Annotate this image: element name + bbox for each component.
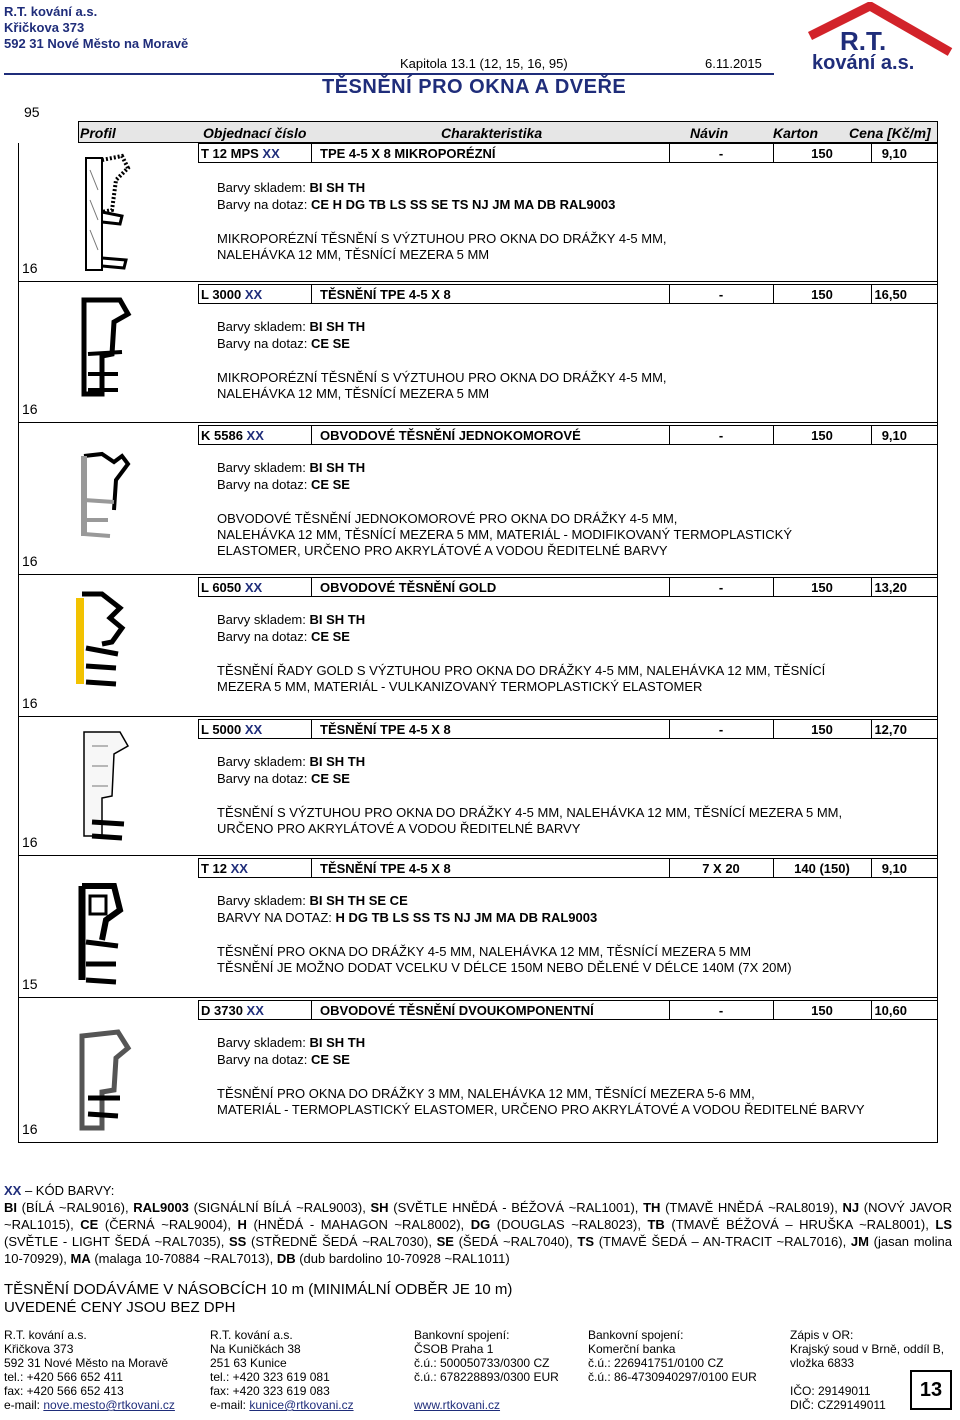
legend-desc: (ŠEDÁ ~RAL7040),: [453, 1234, 578, 1249]
company-logo: [800, 2, 955, 72]
legend-code: DB: [276, 1251, 296, 1266]
description-line: URČENO PRO AKRYLÁTOVÉ A VODOU ŘEDITELNÉ BARVY: [217, 821, 581, 836]
row-code: 16: [22, 260, 38, 276]
description-line: MEZERA 5 MM, MATERIÁL - VULKANIZOVANÝ TERMOPLASTICKÝ ELASTOMER: [217, 679, 703, 694]
footer-text: e-mail:: [210, 1398, 250, 1412]
legend-code: SH: [370, 1200, 389, 1215]
legend-code: RAL9003: [133, 1200, 189, 1215]
page-number: 13: [910, 1370, 952, 1410]
cell-divider: [871, 144, 872, 162]
product-name: TĚSNĚNÍ TPE 4-5 X 8: [320, 722, 451, 737]
footer-dic: DIČ: CZ29149011: [790, 1398, 886, 1412]
description-line: MIKROPORÉZNÍ TĚSNĚNÍ S VÝZTUHOU PRO OKNA DO DRÁŽKY 4-5 MM,: [217, 370, 667, 385]
product-description: [217, 231, 667, 263]
legend-code: CE: [80, 1217, 99, 1232]
company-city: 592 31 Nové Město na Moravě: [4, 36, 189, 51]
navin-value: -: [718, 287, 724, 302]
legend-xx: XX: [4, 1183, 22, 1198]
legend-desc: (SIGNÁLNÍ BÍLÁ ~RAL9003),: [188, 1200, 371, 1215]
website-link[interactable]: www.rtkovani.cz: [414, 1398, 501, 1412]
legend-code: TS: [577, 1234, 595, 1249]
order-value: CE SE: [310, 477, 350, 492]
cell-divider: [311, 720, 312, 738]
email-link-nove-mesto[interactable]: nove.mesto@rtkovani.cz: [43, 1398, 175, 1412]
table-header: [78, 121, 938, 143]
product-row: [18, 282, 938, 423]
karton-value: 150: [811, 722, 833, 737]
product-code-row: [198, 577, 938, 597]
product-name: TPE 4-5 X 8 MIKROPORÉZNÍ: [320, 146, 496, 161]
footer-text: č.ú.: 678228893/0300 EUR: [414, 1370, 559, 1384]
order-number: [201, 428, 264, 443]
cell-divider: [871, 285, 872, 303]
order-code: L 5000: [201, 722, 242, 737]
order-value: CE H DG TB LS SS SE TS NJ JM MA DB RAL9003: [310, 197, 616, 212]
footer-text: Na Kuničkách 38: [210, 1342, 301, 1356]
row-code: 16: [22, 1121, 38, 1137]
stock-value: BI SH TH: [309, 754, 366, 769]
description-line: TĚSNĚNÍ PRO OKNA DO DRÁŽKY 4-5 MM, NALEHÁVKA 12 MM, TĚSNÍCÍ MEZERA 5 MM: [217, 944, 752, 959]
product-name: OBVODOVÉ TĚSNĚNÍ DVOUKOMPONENTNÍ: [320, 1003, 594, 1018]
product-code-row: [198, 143, 938, 163]
col-characteristics: Charakteristika: [441, 125, 543, 141]
order-value: CE SE: [310, 629, 350, 644]
cell-divider: [311, 426, 312, 444]
footer-text: vložka 6833: [790, 1356, 855, 1370]
cell-divider: [311, 578, 312, 596]
karton-value: 150: [811, 428, 833, 443]
chapter-label: Kapitola 13.1 (12, 15, 16, 95): [400, 56, 568, 71]
legend-heading: – KÓD BARVY:: [24, 1183, 115, 1198]
legend-code: LS: [935, 1217, 952, 1232]
order-code: T 12 MPS: [201, 146, 259, 161]
footer-text: tel.: +420 566 652 411: [4, 1370, 123, 1384]
description-line: TĚSNĚNÍ PRO OKNA DO DRÁŽKY 3 MM, NALEHÁVKA 12 MM, TĚSNÍCÍ MEZERA 5-6 MM,: [217, 1086, 755, 1101]
product-code-row: [198, 1000, 938, 1020]
description-line: TĚSNĚNÍ S VÝZTUHOU PRO OKNA DO DRÁŽKY 4-5 MM, NALEHÁVKA 12 MM, TĚSNÍCÍ MEZERA 5 MM,: [217, 805, 843, 820]
navin-value: -: [718, 722, 724, 737]
stock-value: BI SH TH: [309, 612, 366, 627]
note-prices: UVEDENÉ CENY JSOU BEZ DPH: [4, 1299, 236, 1316]
price-value: 12,70: [874, 722, 907, 737]
footer-text: R.T. kování a.s.: [4, 1328, 87, 1342]
stock-label: Barvy skladem:: [217, 180, 306, 195]
stock-label: Barvy skladem:: [217, 1035, 306, 1050]
stock-colors: [217, 892, 408, 909]
description-line: TĚSNĚNÍ JE MOŽNO DODAT VCELKU V DÉLCE 150M NEBO DĚLENÉ V DÉLCE 140M (7X 20M): [217, 960, 792, 975]
row-code: 15: [22, 976, 38, 992]
product-row: [18, 998, 938, 1143]
legend-code: TH: [643, 1200, 661, 1215]
order-number: [201, 287, 262, 302]
stock-colors: [217, 179, 365, 196]
product-code-row: [198, 858, 938, 878]
navin-value: -: [718, 428, 724, 443]
legend-code: TB: [647, 1217, 665, 1232]
color-code-placeholder: XX: [230, 861, 248, 876]
footer-text: fax: +420 323 619 083: [210, 1384, 330, 1398]
header-divider: [4, 73, 774, 75]
stock-label: Barvy skladem:: [217, 460, 306, 475]
footer-text: Bankovní spojení:: [414, 1328, 510, 1342]
color-code-placeholder: XX: [246, 428, 264, 443]
product-code-row: [198, 719, 938, 739]
profile-l5000-drawing: [62, 726, 142, 846]
row-divider: [18, 997, 938, 998]
profile-t12-drawing: [62, 880, 142, 990]
footer-text: fax: +420 566 652 413: [4, 1384, 124, 1398]
order-value: H DG TB LS SS TS NJ JM MA DB RAL9003: [335, 910, 598, 925]
legend-code: SS: [229, 1234, 247, 1249]
product-description: [217, 370, 667, 402]
product-row: [18, 423, 938, 575]
company-street: Křičkova 373: [4, 20, 85, 35]
profile-d3730-drawing: [62, 1028, 142, 1138]
order-label: Barvy na dotaz:: [217, 477, 308, 492]
legend-code: MA: [70, 1251, 91, 1266]
cell-divider: [871, 426, 872, 444]
legend-text: [4, 1199, 952, 1267]
legend-desc: (DOUGLAS ~RAL8023),: [490, 1217, 648, 1232]
product-description: [217, 944, 792, 976]
legend-desc: (HNĚDÁ - MAHAGON ~RAL8002),: [246, 1217, 471, 1232]
legend-code: SE: [436, 1234, 454, 1249]
stock-label: Barvy skladem:: [217, 754, 306, 769]
order-label: Barvy na dotaz:: [217, 771, 308, 786]
legend-desc: (TMAVĚ HNĚDÁ ~RAL8019),: [660, 1200, 843, 1215]
cell-divider: [311, 859, 312, 877]
product-row: [18, 856, 938, 998]
order-value: CE SE: [310, 1052, 350, 1067]
description-line: NALEHÁVKA 12 MM, TĚSNÍCÍ MEZERA 5 MM, MATERIÁL - MODIFIKOVANÝ TERMOPLASTICKÝ: [217, 527, 793, 542]
navin-value: -: [718, 146, 724, 161]
legend-desc: (TMAVĚ BÉŽOVÁ – HRUŠKA ~RAL8001),: [664, 1217, 936, 1232]
order-code: L 6050: [201, 580, 242, 595]
col-karton: Karton: [773, 125, 819, 141]
cell-divider: [871, 720, 872, 738]
profile-t12mps-drawing: [62, 150, 142, 280]
karton-value: 150: [811, 146, 833, 161]
navin-value: -: [718, 580, 724, 595]
order-label: Barvy na dotaz:: [217, 336, 308, 351]
order-number: [201, 722, 262, 737]
legend-code: DG: [470, 1217, 491, 1232]
order-label: Barvy na dotaz:: [217, 1052, 308, 1067]
stock-colors: [217, 459, 365, 476]
row-divider: [18, 855, 938, 856]
description-line: OBVODOVÉ TĚSNĚNÍ JEDNOKOMOROVÉ PRO OKNA DO DRÁŽKY 4-5 MM,: [217, 511, 678, 526]
product-description: [217, 511, 792, 559]
order-colors: [217, 476, 350, 493]
profile-l6050-drawing: [62, 588, 142, 698]
row-code: 16: [22, 695, 38, 711]
karton-value: 150: [811, 287, 833, 302]
order-number: [201, 1003, 264, 1018]
email-link-kunice[interactable]: kunice@rtkovani.cz: [249, 1398, 354, 1412]
navin-value: -: [718, 1003, 724, 1018]
order-label: Barvy na dotaz:: [217, 197, 308, 212]
col-navin: Návin: [690, 125, 729, 141]
col-profil: Profil: [80, 125, 116, 141]
karton-value: 150: [811, 580, 833, 595]
description-line: TĚSNĚNÍ ŘADY GOLD S VÝZTUHOU PRO OKNA DO DRÁŽKY 4-5 MM, NALEHÁVKA 12 MM, TĚSNÍCÍ: [217, 663, 826, 678]
order-code: K 5586: [201, 428, 243, 443]
legend-desc: (TMAVĚ ŠEDÁ – AN-TRACIT ~RAL7016),: [594, 1234, 851, 1249]
legend-desc: (BÍLÁ ~RAL9016),: [17, 1200, 134, 1215]
product-name: OBVODOVÉ TĚSNĚNÍ JEDNOKOMOROVÉ: [320, 428, 581, 443]
footer-ico: IČO: 29149011: [790, 1384, 871, 1398]
cell-divider: [871, 859, 872, 877]
stock-label: Barvy skladem:: [217, 319, 306, 334]
footer-text: R.T. kování a.s.: [210, 1328, 293, 1342]
stock-colors: [217, 753, 365, 770]
row-code: 16: [22, 553, 38, 569]
cell-divider: [871, 1001, 872, 1019]
order-value: CE SE: [310, 336, 350, 351]
company-name: R.T. kování a.s.: [4, 4, 98, 19]
legend-desc: (dub bardolino 10-70928 ~RAL1011): [295, 1251, 510, 1266]
row-code: 16: [22, 834, 38, 850]
order-code: D 3730: [201, 1003, 243, 1018]
legend-desc: (SVĚTLE - LIGHT ŠEDÁ ~RAL7035),: [4, 1234, 230, 1249]
footer-text: tel.: +420 323 619 081: [210, 1370, 330, 1384]
order-number: [201, 580, 262, 595]
stock-value: BI SH TH: [309, 460, 366, 475]
footer-text: Krajský soud v Brně, oddíl B,: [790, 1342, 945, 1356]
order-colors: [217, 196, 615, 213]
row-code: 16: [22, 401, 38, 417]
order-colors: [217, 335, 350, 352]
color-code-placeholder: XX: [244, 580, 263, 595]
navin-value: 7 X 20: [702, 861, 740, 876]
product-name: TĚSNĚNÍ TPE 4-5 X 8: [320, 287, 451, 302]
stock-label: Barvy skladem:: [217, 612, 306, 627]
product-description: [217, 663, 825, 695]
row-divider: [18, 422, 938, 423]
order-value: CE SE: [310, 771, 350, 786]
col-price: Cena [Kč/m]: [849, 125, 931, 141]
profile-k5586-drawing: [62, 450, 142, 550]
footer-col-4: [588, 1328, 757, 1384]
stock-colors: [217, 1034, 365, 1051]
product-row: [18, 143, 938, 282]
order-label: Barvy na dotaz:: [217, 629, 308, 644]
order-number: [201, 861, 248, 876]
price-value: 9,10: [881, 861, 907, 876]
legend-code: NJ: [842, 1200, 860, 1215]
footer-text: e-mail:: [4, 1398, 44, 1412]
product-row: [18, 575, 938, 717]
legend-code: H: [237, 1217, 247, 1232]
logo-text: R.T.: [840, 26, 887, 56]
footer-text: č.ú.: 500050733/0300 CZ: [414, 1356, 550, 1370]
legend-code: BI: [4, 1200, 17, 1215]
date-label: 6.11.2015: [705, 56, 762, 71]
profile-l3000-drawing: [62, 294, 142, 404]
price-value: 16,50: [874, 287, 907, 302]
order-colors: [217, 770, 350, 787]
cell-divider: [311, 1001, 312, 1019]
order-colors: [217, 1051, 350, 1068]
stock-colors: [217, 611, 365, 628]
col-order-number: Objednací číslo: [203, 125, 307, 141]
color-code-placeholder: XX: [244, 722, 263, 737]
product-name: OBVODOVÉ TĚSNĚNÍ GOLD: [320, 580, 497, 595]
stock-colors: [217, 318, 365, 335]
order-number: [201, 146, 280, 161]
logo-subtext: kování a.s.: [812, 52, 915, 72]
description-line: ELASTOMER, URČENO PRO AKRYLÁTOVÉ A VODOU ŘEDITELNÉ BARVY: [217, 543, 668, 558]
footer-text: Křičkova 373: [4, 1342, 74, 1356]
product-code-row: [198, 425, 938, 445]
product-code-row: [198, 284, 938, 304]
footer-col-2: [210, 1328, 354, 1412]
price-value: 9,10: [881, 146, 907, 161]
page-code: 95: [24, 104, 40, 120]
footer-text: ČSOB Praha 1: [414, 1342, 494, 1356]
footer-text: 592 31 Nové Město na Moravě: [4, 1356, 169, 1370]
description-line: NALEHÁVKA 12 MM, TĚSNÍCÍ MEZERA 5 MM: [217, 386, 490, 401]
order-code: L 3000: [201, 287, 242, 302]
stock-label: Barvy skladem:: [217, 893, 306, 908]
color-code-placeholder: XX: [262, 146, 280, 161]
footer-col-3: [414, 1328, 559, 1412]
footer-text: 251 63 Kunice: [210, 1356, 287, 1370]
color-code-legend: [4, 1182, 952, 1267]
order-code: T 12: [201, 861, 228, 876]
footer-text: č.ú.: 226941751/0100 CZ: [588, 1356, 724, 1370]
order-label: BARVY NA DOTAZ:: [217, 910, 332, 925]
product-description: [217, 805, 842, 837]
page-title: TĚSNĚNÍ PRO OKNA A DVEŘE: [322, 76, 627, 98]
product-description: [217, 1086, 865, 1118]
product-row: [18, 717, 938, 856]
color-code-placeholder: XX: [244, 287, 263, 302]
legend-desc: (jasan molina 10-70929),: [4, 1234, 952, 1266]
company-header: [4, 4, 188, 52]
description-line: NALEHÁVKA 12 MM, TĚSNÍCÍ MEZERA 5 MM: [217, 247, 490, 262]
legend-desc: (NOVÝ JAVOR ~RAL1015),: [4, 1200, 953, 1232]
row-divider: [18, 716, 938, 717]
footer-col-1: [4, 1328, 175, 1412]
order-colors: [217, 628, 350, 645]
cell-divider: [871, 578, 872, 596]
legend-desc: (SVĚTLE HNĚDÁ - BÉŽOVÁ ~RAL1001),: [388, 1200, 644, 1215]
description-line: MIKROPORÉZNÍ TĚSNĚNÍ S VÝZTUHOU PRO OKNA DO DRÁŽKY 4-5 MM,: [217, 231, 667, 246]
price-value: 13,20: [874, 580, 907, 595]
footer-text: č.ú.: 86-4730940297/0100 EUR: [588, 1370, 757, 1384]
row-divider: [18, 574, 938, 575]
row-divider: [18, 281, 938, 282]
legend-code: JM: [850, 1234, 869, 1249]
footer-text: Zápis v OR:: [790, 1328, 854, 1342]
cell-divider: [311, 285, 312, 303]
stock-value: BI SH TH: [309, 1035, 366, 1050]
stock-value: BI SH TH: [309, 319, 366, 334]
legend-desc: (STŘEDNĚ ŠEDÁ ~RAL7030),: [246, 1234, 437, 1249]
legend-desc: (malaga 10-70884 ~RAL7013),: [90, 1251, 277, 1266]
cell-divider: [311, 144, 312, 162]
description-line: MATERIÁL - TERMOPLASTICKÝ ELASTOMER, URČENO PRO AKRYLÁTOVÉ A VODOU ŘEDITELNÉ BARVY: [217, 1102, 865, 1117]
karton-value: 150: [811, 1003, 833, 1018]
product-name: TĚSNĚNÍ TPE 4-5 X 8: [320, 861, 451, 876]
note-multiples: TĚSNĚNÍ DODÁVÁME V NÁSOBCÍCH 10 m (MINIMÁLNÍ ODBĚR JE 10 m): [4, 1281, 513, 1298]
footer-text: Komerční banka: [588, 1342, 676, 1356]
legend-desc: (ČERNÁ ~RAL9004),: [98, 1217, 238, 1232]
footer-text: Bankovní spojení:: [588, 1328, 684, 1342]
price-value: 9,10: [881, 428, 907, 443]
order-colors: [217, 909, 597, 926]
karton-value: 140 (150): [794, 861, 850, 876]
stock-value: BI SH TH SE CE: [309, 893, 408, 908]
price-value: 10,60: [874, 1003, 907, 1018]
color-code-placeholder: XX: [246, 1003, 264, 1018]
stock-value: BI SH TH: [309, 180, 366, 195]
